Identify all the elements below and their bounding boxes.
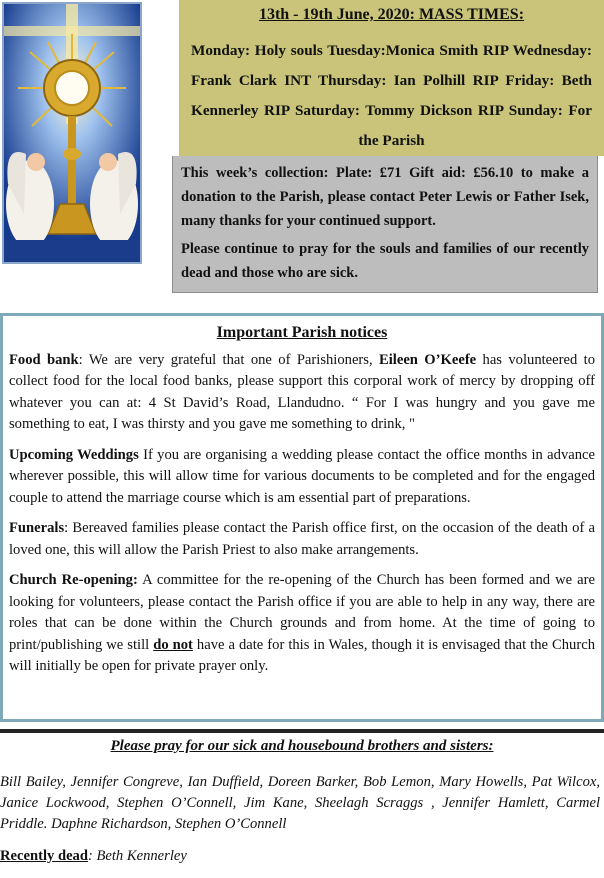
weddings-label: Upcoming Weddings	[9, 446, 139, 463]
recently-dead-label: Recently dead	[0, 848, 88, 864]
monstrance-angels-image	[2, 2, 142, 264]
notice-funerals	[9, 518, 595, 561]
sick-list-title: Please pray for our sick and housebound brothers and sisters:	[110, 738, 494, 754]
mass-times-title: 13th - 19th June, 2020: MASS TIMES:	[258, 6, 525, 23]
reopening-emphasis: do not	[153, 636, 193, 653]
section-divider	[0, 729, 604, 733]
reopening-text-start: A committee for the re-opening of the Church has been formed and we are looking for volunteers, please contact the Parish office if you are able to help in any way, there are roles that can be done within the Church grounds and from home. At the time of going to print/publishing we still	[9, 572, 595, 653]
funerals-text: : Bereaved families please contact the Parish office first, on the occasion of the death of a loved one, this will allow the Parish Priest to also make arrangements.	[9, 520, 595, 558]
food-bank-text-start: : We are very grateful that one of Parishioners,	[78, 351, 379, 368]
mass-times-box	[179, 0, 604, 156]
recently-dead-name: : Beth Kennerley	[87, 848, 187, 864]
funerals-label: Funerals	[9, 520, 65, 536]
food-bank-label: Food bank	[9, 351, 79, 368]
collection-text: This week’s collection: Plate: £71 Gift aid: £56.10 to make a donation to the Parish, please contact Peter Lewis or Father Isek, many thanks for your continued support.	[181, 165, 589, 229]
recently-dead-line	[0, 848, 600, 865]
notice-church-reopening	[9, 570, 595, 678]
sick-names-list: Bill Bailey, Jennifer Congreve, Ian Duffield, Doreen Barker, Bob Lemon, Mary Howells, Pat Wilcox, Janice Lockwood, Stephen O’Connell, Jim Kane, Sheelagh Scraggs , Jennifer Hamlett, Carmel Priddle. Daphne Richardson, Stephen O’Connell	[0, 774, 600, 832]
mass-times-schedule: Monday: Holy souls Tuesday:Monica Smith RIP Wednesday: Frank Clark INT Thursday: Ian Polhill RIP Friday: Beth Kennerley RIP Saturday: Tommy Dickson RIP Sunday: For the Parish	[191, 42, 592, 149]
reopening-label: Church Re-opening:	[9, 572, 138, 588]
collection-box	[172, 156, 598, 293]
notice-food-bank	[9, 350, 595, 436]
monstrance-icon	[4, 4, 140, 262]
reopening-text-end: have a date for this in Wales, though it is envisaged that the Church will initially be open for private prayer only.	[9, 636, 595, 674]
notices-title: Important Parish notices	[216, 324, 388, 341]
weddings-text: If you are organising a wedding please contact the office months in advance wherever possible, this will allow time for various documents to be completed and for the engaged couple to attend the marriage course which is am essential part of preparations.	[9, 446, 595, 506]
prayer-request-text: Please continue to pray for the souls and families of our recently dead and those who are sick.	[181, 241, 589, 281]
food-bank-text-end: has volunteered to collect food for the local food banks, please support this corporal work of mercy by dropping off whatever you can at: 4 St David’s Road, Llandudno. “ For I was hungry and you gave me something to eat, I was thirsty and you gave me something to drink, "	[9, 351, 595, 432]
volunteer-name: Eileen O’Keefe	[379, 351, 477, 368]
parish-notices-box	[0, 313, 604, 722]
notice-weddings	[9, 445, 595, 510]
